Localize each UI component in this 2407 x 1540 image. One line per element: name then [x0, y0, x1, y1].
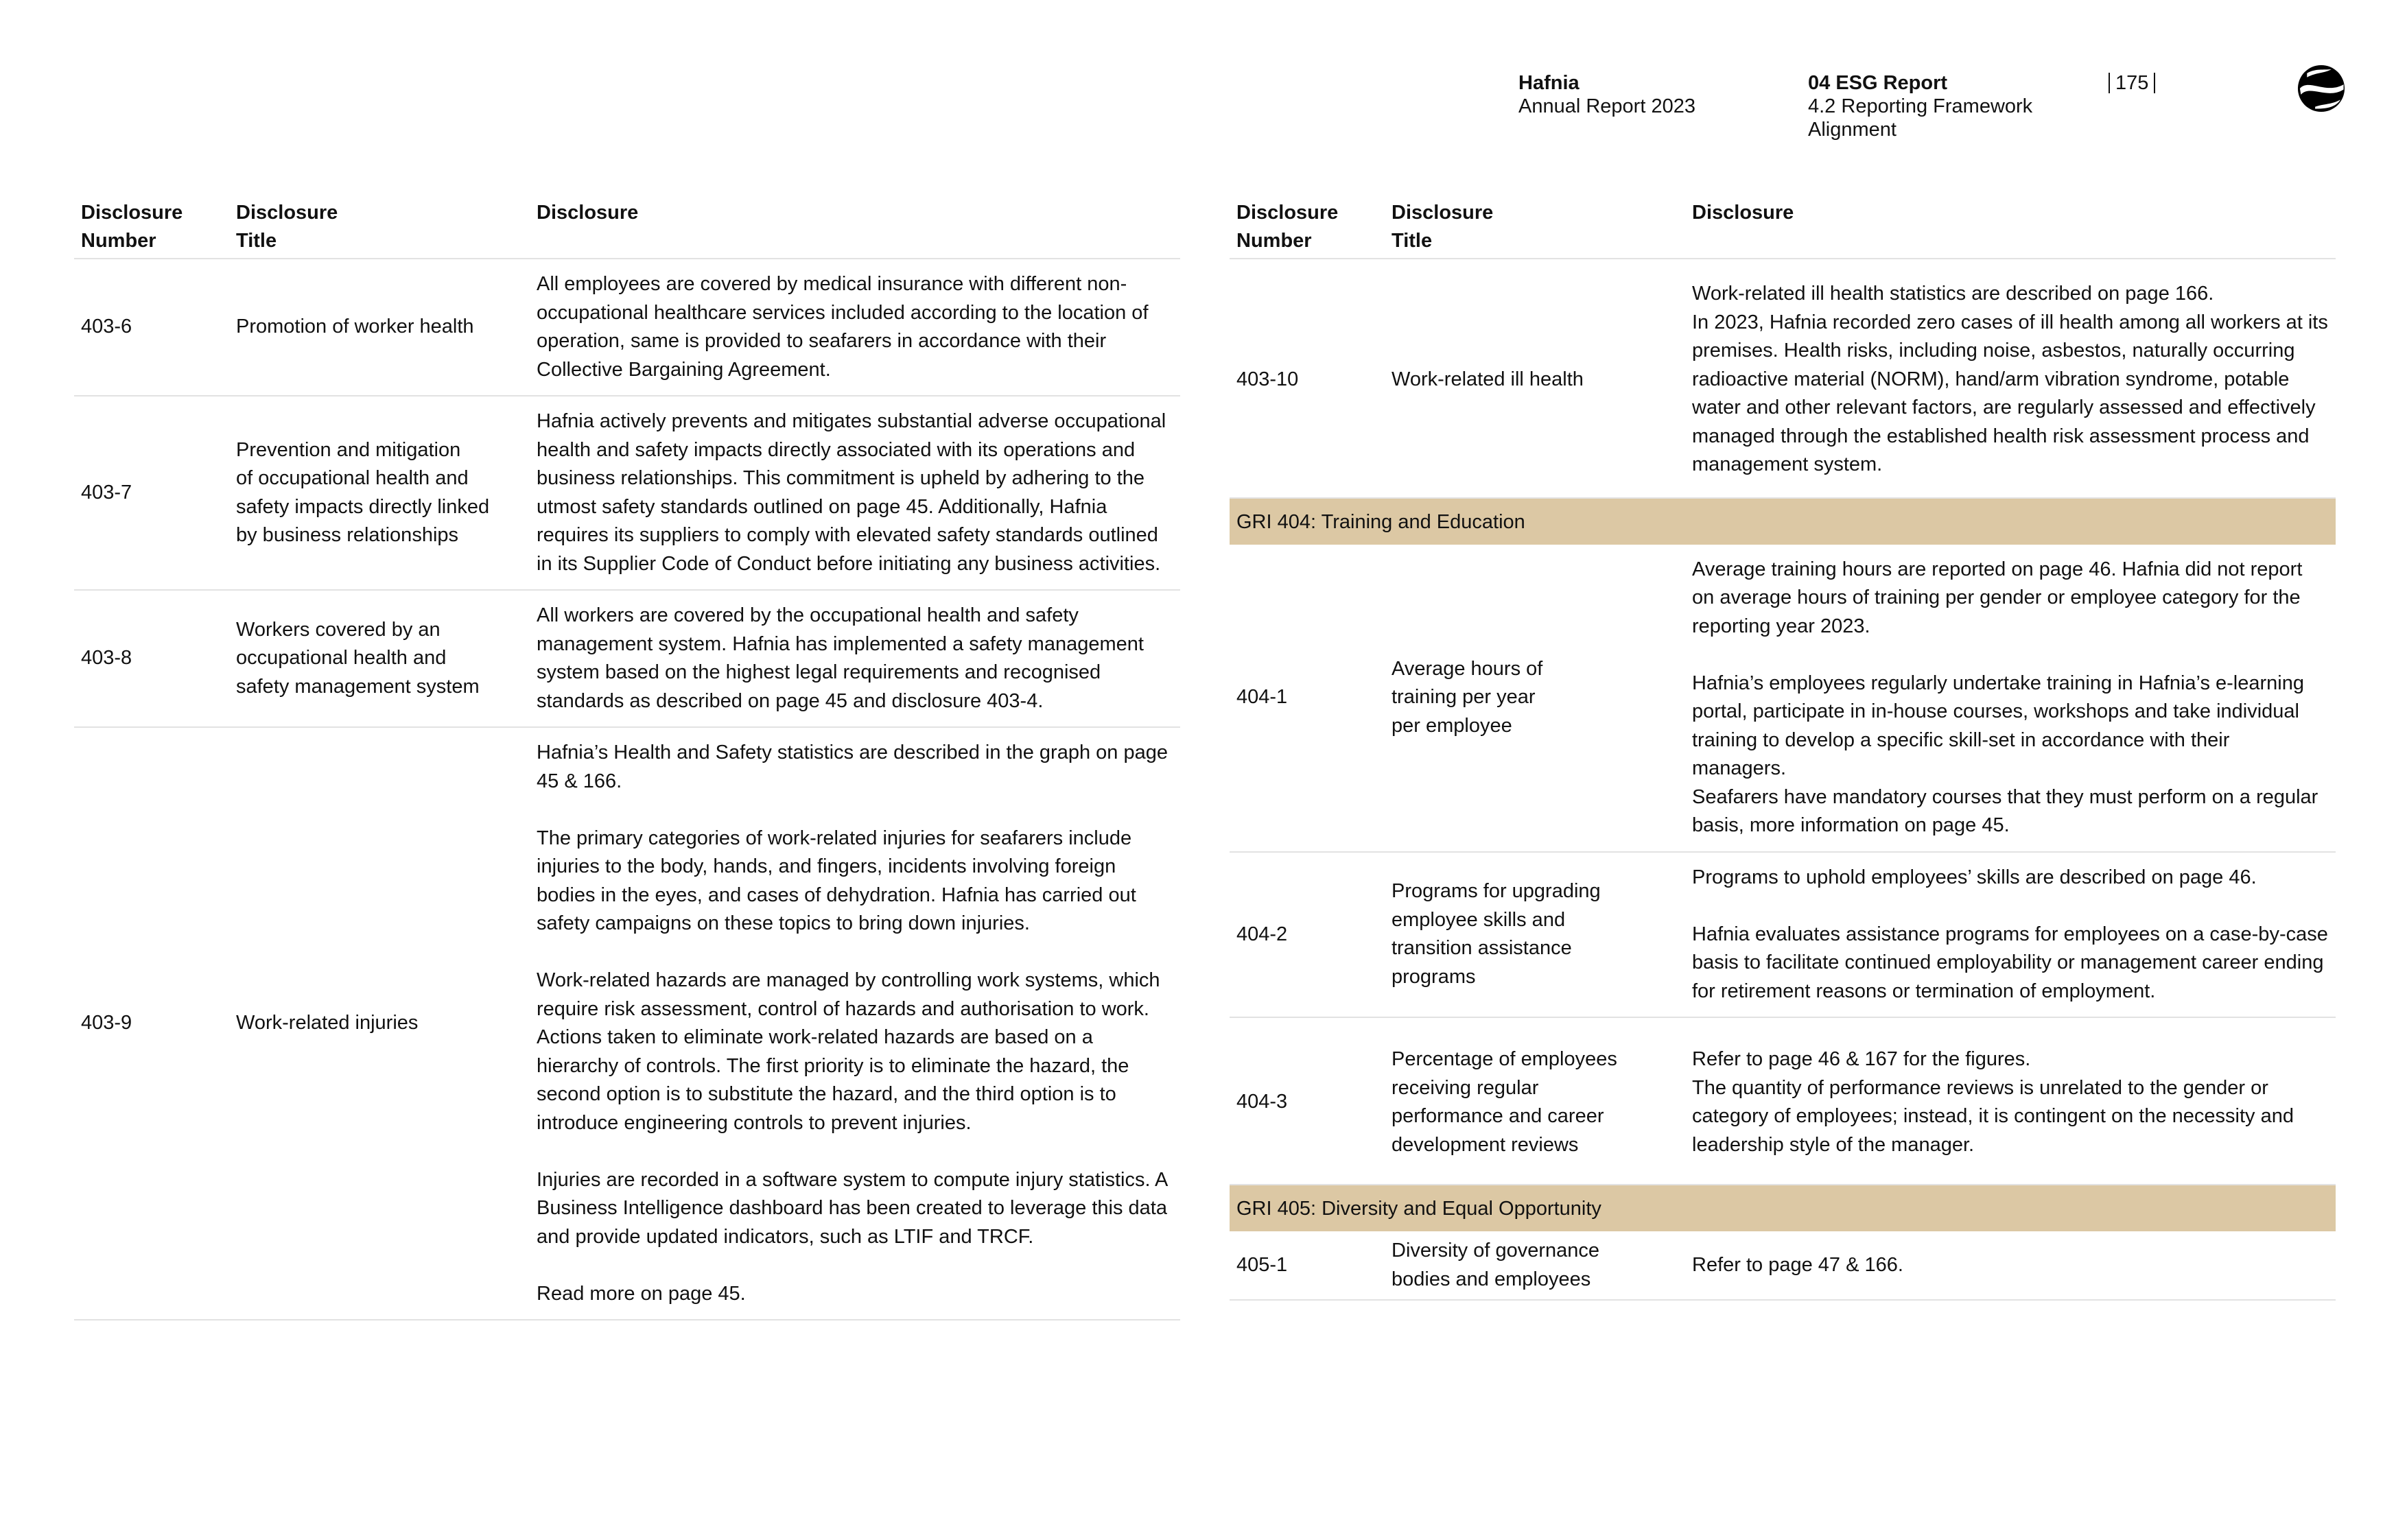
disclosure-text [1692, 280, 2329, 479]
table-row [74, 728, 1180, 1320]
subsection-line-2: Alignment [1808, 119, 1897, 141]
hafnia-globe-logo-icon [2296, 63, 2347, 114]
disclosure-text [1692, 1251, 2329, 1280]
right-table-body-405 [1230, 1231, 2336, 1301]
table-row [1230, 853, 2336, 1019]
paragraph-gap [537, 1137, 1173, 1166]
disclosure-title-line: Percentage of employees [1392, 1048, 1617, 1070]
disclosure-title [1392, 877, 1692, 991]
section-band-gri-405: GRI 405: Diversity and Equal Opportunity [1230, 1185, 2336, 1231]
disclosure-paragraph: Programs to uphold employees’ skills are described on page 46. [1692, 866, 2257, 888]
col-header-number [81, 199, 236, 255]
disclosure-title-line: Average hours of [1392, 657, 1543, 680]
col-header-number-line1: Disclosure [81, 202, 183, 224]
col-header-number [1236, 199, 1392, 255]
disclosure-text [537, 739, 1173, 1308]
disclosure-paragraph: All employees are covered by medical insurance with different non-occupational healthcare services included according to the location of operation, same is provided to seafarers in accordance with their Collective Bargaining Agreement. [537, 273, 1149, 381]
table-row [1230, 259, 2336, 499]
disclosure-title-line: occupational health and [236, 647, 447, 670]
paragraph-gap [537, 796, 1173, 825]
disclosure-title-line: employee skills and [1392, 908, 1566, 931]
header-page [2109, 71, 2155, 95]
disclosure-title-line: per employee [1392, 714, 1512, 737]
disclosure-title-line: transition assistance [1392, 937, 1572, 960]
disclosure-paragraph: Work-related ill health statistics are described on page 166. [1692, 283, 2214, 305]
col-header-number-line2: Number [1236, 230, 1312, 252]
table-row [74, 396, 1180, 591]
page-number: 175 [2109, 73, 2155, 93]
table-header [1230, 195, 2336, 259]
disclosure-title-line: safety management system [236, 675, 480, 698]
table-row [1230, 1018, 2336, 1185]
disclosure-title-line: receiving regular [1392, 1076, 1539, 1099]
disclosure-number: 403-9 [81, 1012, 132, 1034]
disclosure-text [1692, 1045, 2329, 1159]
col-header-disclosure: Disclosure [537, 202, 639, 224]
disclosure-number: 404-3 [1236, 1091, 1288, 1113]
disclosure-title [236, 313, 537, 342]
disclosure-number: 403-7 [81, 481, 132, 504]
report-name: Annual Report 2023 [1518, 95, 1695, 117]
disclosure-number: 403-6 [81, 316, 132, 338]
section-name: 04 ESG Report [1808, 72, 1948, 94]
table-header [74, 195, 1180, 259]
paragraph-gap [1692, 892, 2329, 921]
disclosure-title-line: Workers covered by an [236, 618, 441, 641]
disclosure-paragraph: Work-related hazards are managed by controlling work systems, which require risk assessment, control of hazards and authorisation to work. Actions taken to eliminate work-related hazards are based on a hierarchy of controls. The first priority is to eliminate the hazard, the second option is to substitute the hazard, and the third option is to introduce engineering controls to prevent injuries. [537, 969, 1160, 1134]
disclosure-title [1392, 366, 1692, 394]
disclosure-title-line: Promotion of worker health [236, 316, 474, 338]
disclosure-paragraph: In 2023, Hafnia recorded zero cases of ill health among all workers at its premises. Health risks, including noise, asbestos, naturally occurring radioactive material (NORM), hand/arm vibration syndrome, potable water and other relevant factors, are regularly assessed and effectively managed through the established health risk assessment process and management system. [1692, 311, 2328, 475]
table-row [1230, 545, 2336, 853]
disclosure-paragraph: Refer to page 46 & 167 for the figures. [1692, 1048, 2031, 1070]
disclosure-title-line: of occupational health and [236, 467, 469, 489]
disclosure-title-line: Programs for upgrading [1392, 880, 1601, 903]
disclosure-text [1692, 864, 2329, 1006]
disclosure-title-line: bodies and employees [1392, 1268, 1591, 1290]
disclosure-title [236, 1009, 537, 1038]
disclosure-paragraph: The quantity of performance reviews is unrelated to the gender or category of employees; instead, it is contingent on the necessity and leadership style of the manager. [1692, 1076, 2294, 1156]
disclosure-paragraph: The primary categories of work-related injuries for seafarers include injuries to the body, hands, and fingers, incidents involving foreign bodies in the eyes, and cases of dehydration. Hafnia has carried out safety campaigns on these topics to bring down injuries. [537, 827, 1136, 934]
disclosure-paragraph: Hafnia’s Health and Safety statistics are described in the graph on page 45 & 166. [537, 742, 1168, 792]
col-header-title-line1: Disclosure [1392, 202, 1494, 224]
section-band-gri-404: GRI 404: Training and Education [1230, 499, 2336, 545]
disclosure-paragraph: Hafnia actively prevents and mitigates substantial adverse occupational health and safety impacts directly associated with its operations and business relationships. This commitment is upheld by adhering to the utmost safety standards outlined on page 45. Additionally, Hafnia requires its suppliers to comply with elevated safety standards outlined in its Supplier Code of Conduct before initiating any business activities. [537, 410, 1166, 575]
paragraph-gap [537, 938, 1173, 967]
col-header-title-line2: Title [236, 230, 277, 252]
right-table-body-403 [1230, 259, 2336, 499]
disclosure-number: 403-8 [81, 647, 132, 670]
company-name: Hafnia [1518, 72, 1580, 94]
col-header-title-line1: Disclosure [236, 202, 338, 224]
col-header-title [236, 199, 537, 255]
col-header-number-line2: Number [81, 230, 156, 252]
disclosure-text [537, 407, 1173, 578]
disclosure-paragraph: Injuries are recorded in a software system to compute injury statistics. A Business Intelligence dashboard has been created to leverage this data and provide updated indicators, such as LTIF and TRCF. [537, 1168, 1167, 1248]
header-company [1518, 71, 1695, 118]
disclosure-paragraph: Average training hours are reported on page 46. Hafnia did not report on average hours of training per gender or employee category for the reporting year 2023. [1692, 558, 2303, 637]
disclosure-title [1392, 1237, 1692, 1294]
col-header-title-line2: Title [1392, 230, 1433, 252]
disclosure-number: 404-2 [1236, 923, 1288, 945]
disclosure-title [236, 436, 537, 550]
disclosure-title-line: Work-related ill health [1392, 368, 1584, 390]
disclosure-title-line: by business relationships [236, 524, 459, 546]
table-row [74, 591, 1180, 728]
disclosure-title [1392, 655, 1692, 741]
disclosure-title-line: development reviews [1392, 1133, 1579, 1156]
disclosure-title-line: Diversity of governance [1392, 1240, 1600, 1261]
left-disclosure-table [74, 195, 1180, 1320]
disclosure-number: 405-1 [1236, 1253, 1288, 1276]
disclosure-title-line: Prevention and mitigation [236, 438, 461, 461]
right-table-body-404 [1230, 545, 2336, 1186]
disclosure-title-line: safety impacts directly linked [236, 495, 490, 518]
col-header-title [1392, 199, 1692, 255]
disclosure-title [236, 616, 537, 702]
disclosure-number: 403-10 [1236, 368, 1299, 390]
header-section [1808, 71, 2032, 141]
disclosure-number: 404-1 [1236, 686, 1288, 709]
disclosure-paragraph: Hafnia’s employees regularly undertake training in Hafnia’s e-learning portal, participate in in-house courses, workshops and take individual training to develop a specific skill-set in accordance with their managers. [1692, 672, 2304, 779]
disclosure-text [537, 270, 1173, 384]
disclosure-paragraph: Read more on page 45. [537, 1282, 746, 1305]
disclosure-text [1692, 556, 2329, 840]
left-table-body [74, 259, 1180, 1320]
disclosure-paragraph: Seafarers have mandatory courses that they must perform on a regular basis, more information on page 45. [1692, 785, 2318, 836]
col-header-number-line1: Disclosure [1236, 202, 1339, 224]
disclosure-title-line: performance and career [1392, 1105, 1604, 1127]
subsection-line-1: 4.2 Reporting Framework [1808, 95, 2033, 117]
paragraph-gap [537, 1251, 1173, 1280]
disclosure-title-line: programs [1392, 965, 1476, 988]
disclosure-text [537, 602, 1173, 715]
disclosure-title-line: training per year [1392, 686, 1536, 709]
disclosure-paragraph: All workers are covered by the occupational health and safety management system. Hafnia has implemented a safety management system based on the highest legal requirements and recognised standards as described on page 45 and disclosure 403-4. [537, 604, 1144, 712]
disclosure-paragraph: Hafnia evaluates assistance programs for employees on a case-by-case basis to facilitate continued employability or management career ending for retirement reasons or termination of employment. [1692, 923, 2328, 1002]
disclosure-paragraph: Refer to page 47 & 166. [1692, 1253, 1903, 1276]
disclosure-title [1392, 1045, 1692, 1159]
paragraph-gap [1692, 641, 2329, 670]
table-row [1230, 1231, 2336, 1301]
col-header-disclosure: Disclosure [1692, 202, 1794, 224]
right-disclosure-table [1230, 195, 2336, 1301]
table-row [74, 259, 1180, 396]
disclosure-title-line: Work-related injuries [236, 1012, 419, 1034]
